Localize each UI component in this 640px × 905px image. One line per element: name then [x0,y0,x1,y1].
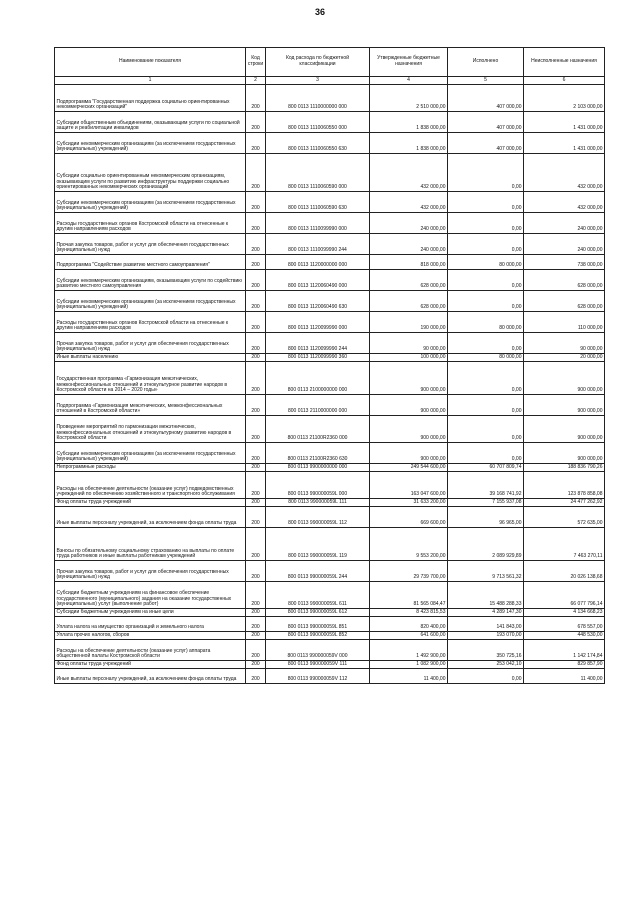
row-budget-code-cell: 800 0113 1110099990 000 [266,213,370,234]
row-name-cell: Расходы государственных органов Костромской области на отнесенные к другим направлениям расходов [55,312,246,333]
row-remaining-cell: 24 477 262,92 [524,499,605,507]
row-line-code-cell: 200 [246,234,266,255]
row-executed-cell: 0,00 [448,154,524,192]
header-name: Наименование показателя [55,48,246,77]
row-approved-cell: 29 739 700,00 [370,561,448,582]
table-row [55,234,605,255]
row-budget-code-cell: 800 0113 990000059L 119 [266,528,370,561]
row-remaining-cell: 2 103 000,00 [524,85,605,112]
row-budget-code-cell: 800 0113 1110060550 630 [266,133,370,154]
table-row [55,582,605,609]
table-row [55,112,605,133]
row-executed-cell: 4 289 147,30 [448,609,524,617]
row-name-cell: Субсидии социально ориентированным некоммерческим организациям, оказывающим услуги по развитию инфраструктуры поддержки социально ориентированных некоммерческих организаций [55,154,246,192]
row-name-cell: Субсидии бюджетным учреждениям на иные цели [55,609,246,617]
row-executed-cell: 0,00 [448,192,524,213]
row-budget-code-cell: 800 0113 990000059L 000 [266,472,370,499]
table-row [55,416,605,443]
column-number: 6 [524,77,605,85]
row-remaining-cell: 628 000,00 [524,270,605,291]
row-line-code-cell: 200 [246,312,266,333]
row-executed-cell: 0,00 [448,362,524,395]
row-approved-cell: 628 000,00 [370,270,448,291]
column-number-row [55,77,605,85]
row-name-cell: Уплата прочих налогов, сборов [55,632,246,640]
row-approved-cell: 1 838 000,00 [370,112,448,133]
column-number: 2 [246,77,266,85]
row-approved-cell: 163 047 600,00 [370,472,448,499]
row-budget-code-cell: 800 0113 990000059L 244 [266,561,370,582]
page-number: 36 [314,7,325,17]
row-line-code-cell: 200 [246,133,266,154]
row-approved-cell: 628 000,00 [370,291,448,312]
row-executed-cell: 407 000,00 [448,85,524,112]
row-remaining-cell: 1 142 174,84 [524,640,605,661]
row-budget-code-cell: 800 0113 2110000000 000 [266,395,370,416]
row-name-cell: Государственная программа «Гармонизация межэтнических, межконфессиональных отношений и этнокультурное развитие народов в Костромской области на 2014 – 2020 годы» [55,362,246,395]
row-approved-cell: 820 400,00 [370,617,448,632]
row-name-cell: Расходы на обеспечение деятельности (оказание услуг) подведомственных учреждений по обеспечению хозяйственного и транспортного обслуживания [55,472,246,499]
row-remaining-cell: 110 000,00 [524,312,605,333]
row-executed-cell: 80 000,00 [448,312,524,333]
row-remaining-cell: 829 857,90 [524,661,605,669]
row-approved-cell: 818 000,00 [370,255,448,270]
row-remaining-cell: 678 557,00 [524,617,605,632]
row-budget-code-cell: 800 0113 1110000000 000 [266,85,370,112]
row-remaining-cell: 11 400,00 [524,669,605,684]
table-row [55,395,605,416]
row-executed-cell: 2 089 929,89 [448,528,524,561]
row-name-cell: Взносы по обязательному социальному страхованию на выплаты по оплате труда работников и иные выплаты работникам учреждений [55,528,246,561]
row-line-code-cell: 200 [246,85,266,112]
row-name-cell: Иные выплаты персоналу учреждений, за исключением фонда оплаты труда [55,669,246,684]
row-executed-cell: 96 965,00 [448,507,524,528]
row-executed-cell: 80 000,00 [448,354,524,362]
table-row [55,640,605,661]
row-remaining-cell: 900 000,00 [524,443,605,464]
row-name-cell: Подпрограмма "Содействие развитию местного самоуправления" [55,255,246,270]
row-executed-cell: 0,00 [448,291,524,312]
row-executed-cell: 407 000,00 [448,133,524,154]
table-row [55,661,605,669]
row-remaining-cell: 900 000,00 [524,362,605,395]
table-row [55,507,605,528]
row-remaining-cell: 572 635,00 [524,507,605,528]
row-approved-cell: 900 000,00 [370,416,448,443]
row-name-cell: Субсидии бюджетным учреждениям на финансовое обеспечение государственного (муниципального) задания на оказание государственных (муниципальных) услуг (выполнение работ) [55,582,246,609]
row-budget-code-cell: 800 0113 990000059V 112 [266,669,370,684]
row-budget-code-cell: 800 0113 1120099990 360 [266,354,370,362]
row-budget-code-cell: 800 0113 1110099990 244 [266,234,370,255]
row-line-code-cell: 200 [246,464,266,472]
row-approved-cell: 641 600,00 [370,632,448,640]
row-line-code-cell: 200 [246,416,266,443]
row-line-code-cell: 200 [246,669,266,684]
table-row [55,617,605,632]
table-row [55,85,605,112]
header-budget-code: Код расхода по бюджетной классификации [266,48,370,77]
row-name-cell: Иные выплаты персоналу учреждений, за исключением фонда оплаты труда [55,507,246,528]
table-row [55,632,605,640]
row-remaining-cell: 240 000,00 [524,234,605,255]
row-approved-cell: 190 000,00 [370,312,448,333]
row-budget-code-cell: 800 0113 1110060590 630 [266,192,370,213]
row-budget-code-cell: 800 0113 1120060490 000 [266,270,370,291]
header-executed: Исполнено [448,48,524,77]
row-approved-cell: 900 000,00 [370,443,448,464]
row-line-code-cell: 200 [246,270,266,291]
row-line-code-cell: 200 [246,632,266,640]
row-approved-cell: 2 510 000,00 [370,85,448,112]
row-approved-cell: 9 553 200,00 [370,528,448,561]
row-name-cell: Субсидии общественным объединениям, оказывающим услуги по социальной защите и реабилитации инвалидов [55,112,246,133]
table-row [55,333,605,354]
row-approved-cell: 240 000,00 [370,234,448,255]
row-remaining-cell: 738 000,00 [524,255,605,270]
row-budget-code-cell: 800 0113 21100R2360 630 [266,443,370,464]
row-remaining-cell: 240 000,00 [524,213,605,234]
row-budget-code-cell: 800 0113 990000059L 851 [266,617,370,632]
row-line-code-cell: 200 [246,255,266,270]
row-name-cell: Субсидии некоммерческим организациям (за исключением государственных (муниципальных) учреждений) [55,291,246,312]
row-remaining-cell: 1 431 000,00 [524,133,605,154]
column-number: 4 [370,77,448,85]
table-row [55,464,605,472]
table-row [55,472,605,499]
row-executed-cell: 253 042,10 [448,661,524,669]
row-line-code-cell: 200 [246,192,266,213]
row-name-cell: Субсидии некоммерческим организациям, оказывающим услуги по содействию развитию местного самоуправления [55,270,246,291]
row-name-cell: Прочая закупка товаров, работ и услуг для обеспечения государственных (муниципальных) нужд [55,561,246,582]
row-budget-code-cell: 800 0113 9900000000 000 [266,464,370,472]
row-budget-code-cell: 800 0113 1120099990 244 [266,333,370,354]
row-remaining-cell: 90 000,00 [524,333,605,354]
table-row [55,213,605,234]
row-budget-code-cell: 800 0113 990000059L 612 [266,609,370,617]
row-budget-code-cell: 800 0113 990000059L 852 [266,632,370,640]
row-name-cell: Уплата налога на имущество организаций и земельного налога [55,617,246,632]
header-remaining: Неисполненные назначения [524,48,605,77]
row-executed-cell: 15 488 288,33 [448,582,524,609]
table-row [55,499,605,507]
table-body [55,77,605,684]
row-executed-cell: 0,00 [448,416,524,443]
row-executed-cell: 0,00 [448,669,524,684]
table-row [55,270,605,291]
row-line-code-cell: 200 [246,582,266,609]
row-approved-cell: 1 082 900,00 [370,661,448,669]
row-name-cell: Непрограммные расходы [55,464,246,472]
row-name-cell: Подпрограмма «Гармонизация межэтнических, межконфессиональных отношений в Костромской области» [55,395,246,416]
row-name-cell: Субсидии некоммерческим организациям (за исключением государственных (муниципальных) учреждений) [55,443,246,464]
table-row [55,354,605,362]
row-budget-code-cell: 800 0113 21100R2360 000 [266,416,370,443]
row-line-code-cell: 200 [246,617,266,632]
row-approved-cell: 8 423 815,53 [370,609,448,617]
row-name-cell: Прочая закупка товаров, работ и услуг для обеспечения государственных (муниципальных) нужд [55,234,246,255]
row-budget-code-cell: 800 0113 990000059L 611 [266,582,370,609]
row-line-code-cell: 200 [246,354,266,362]
row-budget-code-cell: 800 0113 1110060590 000 [266,154,370,192]
column-number: 5 [448,77,524,85]
row-remaining-cell: 432 000,00 [524,154,605,192]
row-executed-cell: 141 843,00 [448,617,524,632]
row-executed-cell: 0,00 [448,443,524,464]
row-approved-cell: 432 000,00 [370,192,448,213]
row-approved-cell: 900 000,00 [370,395,448,416]
row-approved-cell: 669 600,00 [370,507,448,528]
row-remaining-cell: 448 530,00 [524,632,605,640]
row-name-cell: Расходы на обеспечение деятельности (оказание услуг) аппарата общественной палаты Костромской области [55,640,246,661]
row-name-cell: Проведение мероприятий по гармонизации межэтнических, межконфессиональных отношений и этнокультурному развитию народов в Костромской области [55,416,246,443]
row-line-code-cell: 200 [246,154,266,192]
column-number: 1 [55,77,246,85]
table-row [55,609,605,617]
row-line-code-cell: 200 [246,472,266,499]
row-remaining-cell: 4 134 668,23 [524,609,605,617]
table-row [55,133,605,154]
row-budget-code-cell: 800 0113 2100000000 000 [266,362,370,395]
row-executed-cell: 60 707 809,74 [448,464,524,472]
row-remaining-cell: 900 000,00 [524,416,605,443]
row-approved-cell: 240 000,00 [370,213,448,234]
row-executed-cell: 0,00 [448,333,524,354]
row-executed-cell: 193 070,00 [448,632,524,640]
row-approved-cell: 1 838 000,00 [370,133,448,154]
row-name-cell: Фонд оплаты труда учреждений [55,661,246,669]
row-name-cell: Иные выплаты населению [55,354,246,362]
row-budget-code-cell: 800 0113 1110060550 000 [266,112,370,133]
row-approved-cell: 900 000,00 [370,362,448,395]
table-row [55,291,605,312]
row-line-code-cell: 200 [246,291,266,312]
row-line-code-cell: 200 [246,561,266,582]
row-remaining-cell: 123 878 858,08 [524,472,605,499]
row-approved-cell: 249 544 600,00 [370,464,448,472]
row-remaining-cell: 1 431 000,00 [524,112,605,133]
table-row [55,443,605,464]
row-remaining-cell: 900 000,00 [524,395,605,416]
row-name-cell: Субсидии некоммерческим организациям (за исключением государственных (муниципальных) учреждений) [55,192,246,213]
table-row [55,312,605,333]
row-name-cell: Прочая закупка товаров, работ и услуг для обеспечения государственных (муниципальных) нужд [55,333,246,354]
row-budget-code-cell: 800 0113 990000059V 111 [266,661,370,669]
row-name-cell: Расходы государственных органов Костромской области на отнесенные к другим направлениям расходов [55,213,246,234]
table-row [55,255,605,270]
row-budget-code-cell: 800 0113 990000059V 000 [266,640,370,661]
row-line-code-cell: 200 [246,499,266,507]
table-row [55,528,605,561]
table-row [55,362,605,395]
row-line-code-cell: 200 [246,507,266,528]
row-executed-cell: 350 725,16 [448,640,524,661]
row-approved-cell: 100 000,00 [370,354,448,362]
table-row [55,669,605,684]
row-executed-cell: 7 155 937,08 [448,499,524,507]
header-line-code: Код строки [246,48,266,77]
row-line-code-cell: 200 [246,112,266,133]
row-executed-cell: 0,00 [448,213,524,234]
row-approved-cell: 432 000,00 [370,154,448,192]
row-line-code-cell: 200 [246,333,266,354]
row-remaining-cell: 20 026 138,68 [524,561,605,582]
column-number: 3 [266,77,370,85]
row-remaining-cell: 66 077 796,14 [524,582,605,609]
row-remaining-cell: 188 836 790,26 [524,464,605,472]
table-row [55,154,605,192]
row-line-code-cell: 200 [246,362,266,395]
row-executed-cell: 9 713 561,32 [448,561,524,582]
budget-execution-table [54,47,605,684]
header-approved: Утвержденные бюджетные назначения [370,48,448,77]
row-line-code-cell: 200 [246,213,266,234]
row-budget-code-cell: 800 0113 990000059L 112 [266,507,370,528]
row-budget-code-cell: 800 0113 990000059L 111 [266,499,370,507]
row-line-code-cell: 200 [246,640,266,661]
row-budget-code-cell: 800 0113 1120000000 000 [266,255,370,270]
row-approved-cell: 1 492 900,00 [370,640,448,661]
row-line-code-cell: 200 [246,528,266,561]
row-remaining-cell: 628 000,00 [524,291,605,312]
row-executed-cell: 0,00 [448,270,524,291]
row-budget-code-cell: 800 0113 1120060490 630 [266,291,370,312]
row-line-code-cell: 200 [246,443,266,464]
table-row [55,192,605,213]
row-name-cell: Субсидии некоммерческим организациям (за исключением государственных (муниципальных) учреждений) [55,133,246,154]
row-name-cell: Подпрограмма "Государственная поддержка социально ориентированных некоммерческих организаций" [55,85,246,112]
row-executed-cell: 39 168 741,92 [448,472,524,499]
row-executed-cell: 80 000,00 [448,255,524,270]
row-budget-code-cell: 800 0113 1120099990 000 [266,312,370,333]
table-header-row [55,48,605,77]
row-executed-cell: 0,00 [448,234,524,255]
row-line-code-cell: 200 [246,609,266,617]
row-executed-cell: 407 000,00 [448,112,524,133]
row-approved-cell: 11 400,00 [370,669,448,684]
row-approved-cell: 81 565 084,47 [370,582,448,609]
row-line-code-cell: 200 [246,661,266,669]
row-name-cell: Фонд оплаты труда учреждений [55,499,246,507]
row-line-code-cell: 200 [246,395,266,416]
row-executed-cell: 0,00 [448,395,524,416]
row-approved-cell: 31 633 200,00 [370,499,448,507]
row-remaining-cell: 432 000,00 [524,192,605,213]
row-remaining-cell: 20 000,00 [524,354,605,362]
row-approved-cell: 90 000,00 [370,333,448,354]
table-row [55,561,605,582]
row-remaining-cell: 7 463 270,11 [524,528,605,561]
